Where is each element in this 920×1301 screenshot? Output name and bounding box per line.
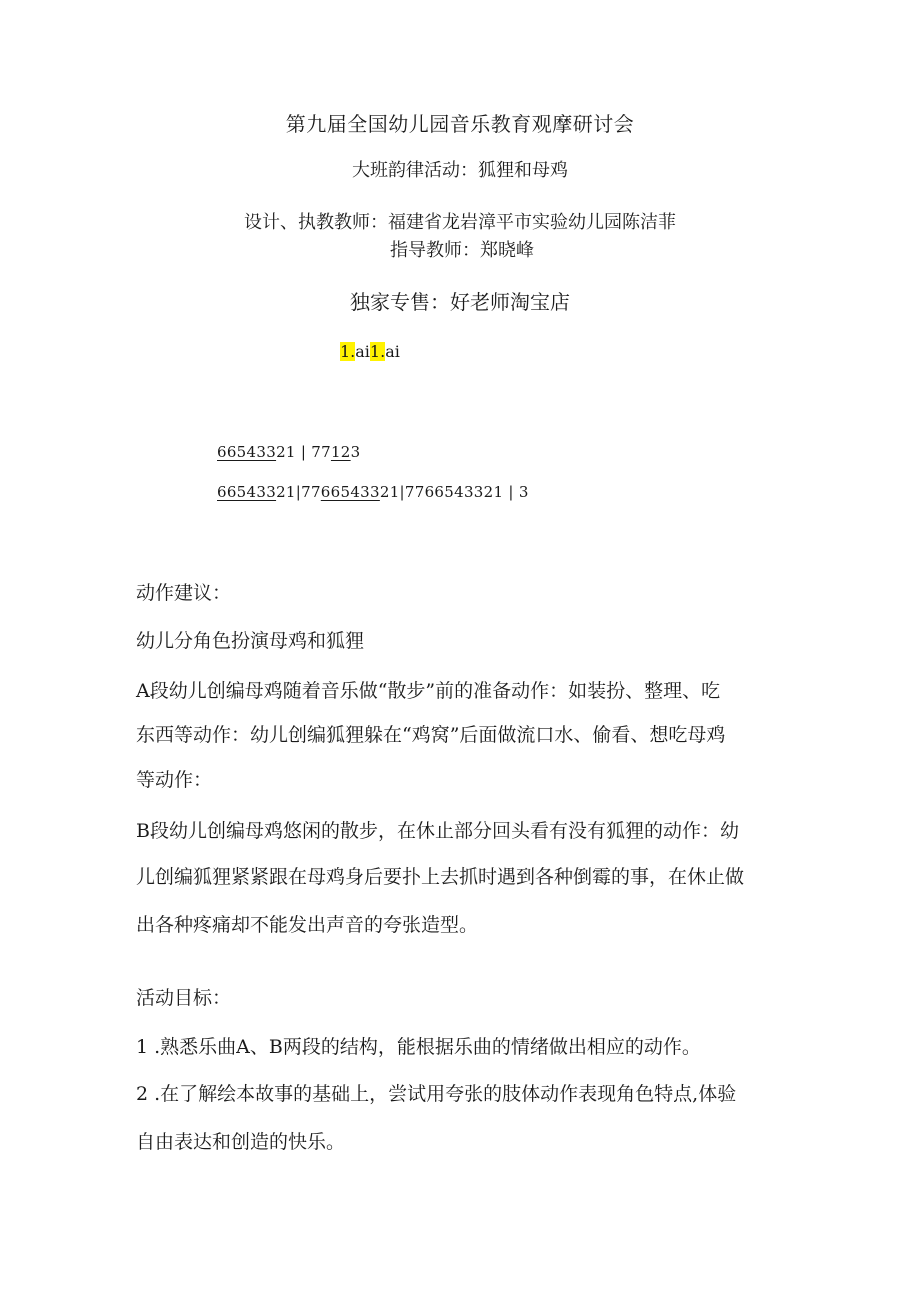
score-notes: 21|77 [276,483,321,501]
section-a-line: 等动作： [136,769,213,791]
designer-line: 设计、执教教师：福建省龙岩漳平市实验幼儿园陈洁菲 [244,212,676,233]
score-notes-underlined: 665433 [217,483,277,501]
score-notes: 21|7766543321 | 3 [379,483,529,501]
score-notes-underlined: 665433 [217,443,277,461]
goal-item: 自由表达和创造的快乐。 [136,1131,346,1153]
music-score-line-2 [217,483,529,501]
actions-heading: 动作建议： [136,582,232,604]
highlighted-code [340,342,400,361]
music-score-line-1 [217,443,360,461]
section-b-line: 出各种疼痛却不能发出声音的夸张造型。 [136,914,479,936]
score-notes: 3 [350,443,361,461]
highlight-mark: 1. [369,342,386,361]
score-notes-underlined: 12 [330,443,351,461]
conference-title: 第九届全国幼儿园音乐教育观摩研讨会 [285,112,635,136]
code-text: ai [355,342,370,361]
actions-intro: 幼儿分角色扮演母鸡和狐狸 [136,630,365,652]
score-notes-underlined: 665433 [320,483,380,501]
seller-line: 独家专售：好老师淘宝店 [350,290,570,314]
highlight-mark: 1. [340,342,356,361]
section-b-line: B段幼儿创编母鸡悠闲的散步，在休止部分回头看有没有狐狸的动作：幼 [136,820,739,842]
score-notes: 21 | 77 [276,443,331,461]
goal-item: 2 .在了解绘本故事的基础上，尝试用夸张的肢体动作表现角色特点,体验 [136,1083,737,1105]
goal-item: 1 .熟悉乐曲A、B两段的结构，能根据乐曲的情绪做出相应的动作。 [136,1036,701,1058]
section-a-line: A段幼儿创编母鸡随着音乐做“散步”前的准备动作：如装扮、整理、吃 [136,680,721,702]
activity-subtitle: 大班韵律活动：狐狸和母鸡 [352,160,568,181]
code-text: ai [385,342,400,361]
goals-heading: 活动目标： [136,987,232,1009]
section-a-line: 东西等动作：幼儿创编狐狸躲在“鸡窝”后面做流口水、偷看、想吃母鸡 [136,724,726,746]
section-b-line: 儿创编狐狸紧紧跟在母鸡身后要扑上去抓时遇到各种倒霉的事，在休止做 [136,866,745,888]
advisor-line: 指导教师：郑晓峰 [390,240,534,261]
